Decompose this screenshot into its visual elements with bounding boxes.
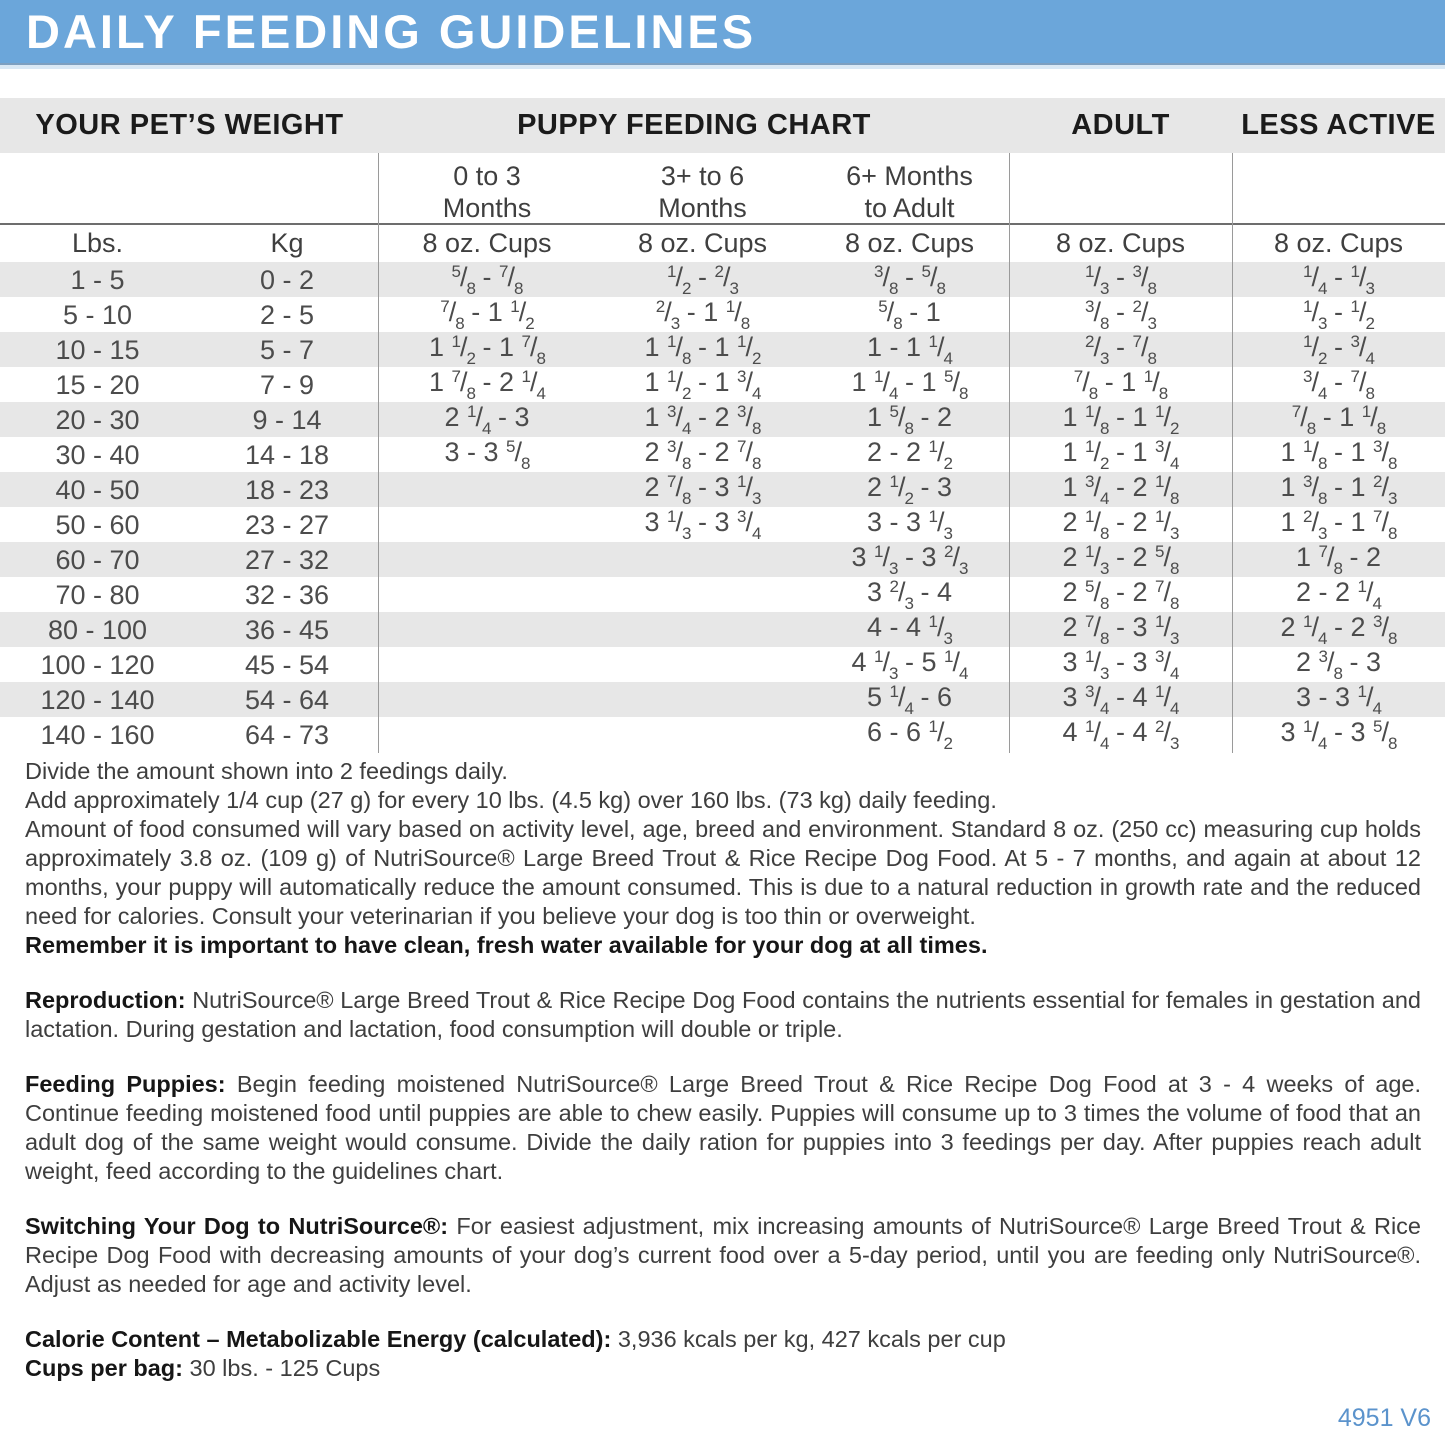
units-cups-less-active: 8 oz. Cups (1273, 228, 1404, 258)
page-title: DAILY FEEDING GUIDELINES (26, 5, 757, 58)
table-cell: 45 - 54 (244, 650, 330, 680)
table-cell: 3 $^1/_3 - 3$ $^2/_3$ (851, 542, 968, 578)
table-row (0, 577, 1445, 612)
table-cell: 1 - 1 $^1/_4$ (867, 332, 952, 368)
table-cell: 2 $^1/_3 - 2$ $^5/_8$ (1062, 542, 1179, 578)
units-kg: Kg (270, 228, 304, 258)
table-row (0, 332, 1445, 367)
col-group-puppy-header: PUPPY FEEDING CHART (517, 109, 871, 141)
table-cell: 64 - 73 (244, 720, 330, 750)
units-cups-adult: 8 oz. Cups (1055, 228, 1186, 258)
table-cell: 1 $^1/_2 - 1$ $^3/_4$ (644, 367, 761, 403)
table-cell: 4 - 4 $^1/_3$ (867, 612, 952, 648)
table-cell: 3 $^1/_3 - 3$ $^3/_4$ (644, 507, 761, 543)
note-reproduction-label: Reproduction: (25, 987, 193, 1013)
table-cell: $^3/_8 - ^2/_3$ (1085, 297, 1156, 333)
table-cell: 1 $^1/_8 - 1$ $^1/_2$ (1062, 402, 1179, 438)
table-row (0, 612, 1445, 647)
col-group-weight-header: YOUR PET’S WEIGHT (35, 109, 344, 141)
table-cell: 80 - 100 (47, 615, 148, 645)
note-reproduction-text: NutriSource® Large Breed Trout & Rice Recipe Dog Food contains the nutrients essential for females in gestation and lactation. During gestation and lactation, food consumption will double or triple. (25, 987, 1421, 1042)
note-switching (25, 1212, 1421, 1299)
table-cell: 3 - 3 $^5/_8$ (444, 437, 530, 473)
table-cell: 15 - 20 (55, 370, 140, 400)
table-cell: $^5/_8 - ^7/_8$ (451, 262, 523, 298)
table-cell: $^1/_3 - ^1/_2$ (1303, 297, 1374, 333)
table-cell: 140 - 160 (40, 720, 155, 750)
table-row (0, 437, 1445, 472)
notes-section (25, 757, 1421, 1383)
table-cell: $^2/_3 - ^7/_8$ (1085, 332, 1156, 368)
table-cell: 50 - 60 (55, 510, 140, 540)
units-lbs: Lbs. (71, 228, 124, 258)
note-cups-per-bag (25, 1354, 1421, 1383)
table-cell: 0 - 2 (259, 265, 315, 295)
table-cell: 2 - 2 $^1/_4$ (1296, 577, 1381, 613)
table-row (0, 472, 1445, 507)
table-cell: $^7/_8 - 1$ $^1/_8$ (1073, 367, 1168, 403)
note-cups-label: Cups per bag: (25, 1355, 190, 1381)
table-cell: 1 $^1/_8 - 1$ $^1/_2$ (644, 332, 761, 368)
table-cell: 2 $^1/_8 - 2$ $^1/_3$ (1062, 507, 1179, 543)
table-cell: 7 - 9 (259, 370, 315, 400)
col-group-adult-header: ADULT (1071, 109, 1170, 141)
table-cell: 1 $^1/_4 - 1$ $^5/_8$ (851, 367, 968, 403)
note-feeding-puppies-text: Begin feeding moistened NutriSource® Large Breed Trout & Rice Recipe Dog Food at 3 - 4 weeks of age. Continue feeding moistened food until puppies are able to chew easily. Puppies will consume up to 3 times the volume of food that an adult dog of the same weight would consume. Divide the daily ration for puppies into 3 feedings per day. After puppies reach adult weight, feed according to the guidelines chart. (25, 1071, 1421, 1184)
table-cell: $^2/_3 - 1$ $^1/_8$ (655, 297, 750, 333)
units-row (0, 225, 1445, 262)
table-cell: $^3/_8 - ^5/_8$ (874, 262, 945, 298)
table-cell: 6 - 6 $^1/_2$ (867, 717, 952, 753)
table-cell: 60 - 70 (55, 545, 140, 575)
table-cell: 5 - 10 (62, 300, 133, 330)
month-subheaders (379, 160, 1009, 224)
table-row (0, 367, 1445, 402)
column-divider-adult-less-active (1232, 153, 1233, 753)
table-cell: 54 - 64 (244, 685, 330, 715)
title-bar (0, 0, 1445, 65)
table-row (0, 542, 1445, 577)
table-cell: 14 - 18 (244, 440, 330, 470)
table-cell: 1 $^1/_2 - 1$ $^3/_4$ (1062, 437, 1179, 473)
table-cell: 1 $^7/_8 - 2$ $^1/_4$ (429, 367, 545, 403)
note-switching-label: Switching Your Dog to NutriSource®: (25, 1213, 457, 1239)
table-cell: 2 - 5 (259, 300, 315, 330)
table-cell: 1 $^1/_2 - 1$ $^7/_8$ (429, 332, 545, 368)
table-cell: 10 - 15 (55, 335, 140, 365)
table-cell: $^7/_8 - 1$ $^1/_8$ (1291, 402, 1386, 438)
table-cell: 27 - 32 (244, 545, 330, 575)
table-cell: 3 $^2/_3 - 4$ (867, 577, 952, 613)
units-cups-6-adult: 8 oz. Cups (844, 228, 975, 258)
table-cell: 1 $^7/_8 - 2$ (1296, 542, 1381, 578)
table-cell: $^7/_8 - 1$ $^1/_2$ (440, 297, 534, 333)
note-calorie-label: Calorie Content – Metabolizable Energy (calculated): (25, 1326, 618, 1352)
table-cell: 2 $^7/_8 - 3$ $^1/_3$ (1062, 612, 1179, 648)
table-row (0, 297, 1445, 332)
table-cell: 2 $^1/_4 - 2$ $^3/_8$ (1280, 612, 1397, 648)
table-body (0, 262, 1445, 752)
table-cell: 23 - 27 (244, 510, 330, 540)
table-row (0, 647, 1445, 682)
table-cell: 1 $^3/_4 - 2$ $^3/_8$ (644, 402, 761, 438)
table-row (0, 507, 1445, 542)
table-cell: 5 - 7 (259, 335, 315, 365)
table-cell: 2 $^3/_8 - 2$ $^7/_8$ (644, 437, 761, 473)
table-cell: 70 - 80 (55, 580, 140, 610)
table-cell: 3 - 3 $^1/_4$ (1296, 682, 1381, 718)
units-cups-0-3: 8 oz. Cups (422, 228, 552, 258)
table-row (0, 402, 1445, 437)
table-cell: 100 - 120 (40, 650, 155, 680)
note-reproduction (25, 986, 1421, 1044)
table-cell: 32 - 36 (244, 580, 330, 610)
table-cell: $^1/_2 - ^3/_4$ (1303, 332, 1374, 368)
note-cups-text: 30 lbs. - 125 Cups (189, 1355, 381, 1381)
table-cell: $^1/_3 - ^3/_8$ (1085, 262, 1156, 298)
table-cell: 36 - 45 (244, 615, 330, 645)
table-cell: 1 $^2/_3 - 1$ $^7/_8$ (1280, 507, 1397, 543)
table-header-band (0, 98, 1445, 153)
table-cell: 1 $^1/_8 - 1$ $^3/_8$ (1280, 437, 1397, 473)
version-code: 4951 V6 (1337, 1404, 1431, 1432)
note-feedings-daily: Divide the amount shown into 2 feedings daily. (25, 758, 508, 784)
note-switching-text: For easiest adjustment, mix increasing amounts of NutriSource® Large Breed Trout & Rice Recipe Dog Food with decreasing amounts of your dog’s current food over a 5-day period, until you are feeding only NutriSource®. Adjust as needed for age and activity level. (25, 1213, 1421, 1297)
table-cell: 4 $^1/_4 - 4$ $^2/_3$ (1062, 717, 1179, 753)
table-cell: 2 $^1/_2 - 3$ (867, 472, 952, 508)
table-cell: 3 $^1/_3 - 3$ $^3/_4$ (1062, 647, 1179, 683)
table-cell: 18 - 23 (244, 475, 330, 505)
table-cell: 5 $^1/_4 - 6$ (867, 682, 952, 718)
table-cell: 1 - 5 (70, 265, 125, 295)
units-cups-3-6: 8 oz. Cups (637, 228, 768, 258)
table-cell: 30 - 40 (55, 440, 140, 470)
table-cell: 3 $^3/_4 - 4$ $^1/_4$ (1062, 682, 1179, 718)
table-cell: 1 $^3/_8 - 1$ $^2/_3$ (1280, 472, 1397, 508)
table-cell: $^1/_2 - ^2/_3$ (667, 262, 738, 298)
note-calorie-text: 3,936 kcals per kg, 427 kcals per cup (617, 1326, 1006, 1352)
table-cell: $^5/_8 - 1$ (878, 297, 941, 333)
note-calorie-content (25, 1325, 1421, 1354)
subheader-3-6-months: 3+ to 6 Months (658, 161, 747, 223)
note-feeding-puppies (25, 1070, 1421, 1186)
table-cell: $^1/_4 - ^1/_3$ (1303, 262, 1374, 298)
table-cell: 2 $^1/_4 - 3$ (444, 402, 530, 438)
col-group-less-active-header: LESS ACTIVE (1241, 109, 1436, 141)
table-cell: 40 - 50 (55, 475, 140, 505)
table-cell: 120 - 140 (40, 685, 155, 715)
table-cell: 20 - 30 (55, 405, 140, 435)
table-cell: 1 $^3/_4 - 2$ $^1/_8$ (1062, 472, 1179, 508)
table-cell: $^3/_4 - ^7/_8$ (1303, 367, 1374, 403)
note-consumption: Amount of food consumed will vary based on activity level, age, breed and environment. Standard 8 oz. (250 cc) measuring cup holds approximately 3.8 oz. (109 g) of NutriSource® Large Breed Trout & Rice Recipe Dog Food. At 5 - 7 months, and again at about 12 months, your puppy will automatically reduce the amount consumed. This is due to a natural reduction in growth rate and the reduced need for calories. Consult your veterinarian if you believe your dog is too thin or overweight. (25, 816, 1421, 929)
table-row (0, 262, 1445, 297)
table-cell: 2 $^7/_8 - 3$ $^1/_3$ (644, 472, 761, 508)
table-cell: 1 $^5/_8 - 2$ (867, 402, 952, 438)
table-cell: 4 $^1/_3 - 5$ $^1/_4$ (851, 647, 968, 683)
column-divider-puppy-adult (1009, 153, 1010, 753)
note-add-cup: Add approximately 1/4 cup (27 g) for every 10 lbs. (4.5 kg) over 160 lbs. (73 kg) daily feeding. (25, 787, 997, 813)
table-cell: 2 - 2 $^1/_2$ (867, 437, 952, 473)
subheader-0-3-months: 0 to 3 Months (442, 161, 532, 223)
column-divider-weight-puppy (378, 153, 379, 753)
table-cell: 2 $^5/_8 - 2$ $^7/_8$ (1062, 577, 1179, 613)
table-cell: 2 $^3/_8 - 3$ (1296, 647, 1381, 683)
table-cell: 9 - 14 (252, 405, 322, 435)
subheader-6-months-adult: 6+ Months to Adult (846, 161, 973, 223)
table-cell: 3 $^1/_4 - 3$ $^5/_8$ (1280, 717, 1397, 753)
note-feeding-puppies-label: Feeding Puppies: (25, 1071, 237, 1097)
table-row (0, 717, 1445, 752)
table-cell: 3 - 3 $^1/_3$ (867, 507, 952, 543)
table-row (0, 682, 1445, 717)
note-fresh-water: Remember it is important to have clean, fresh water available for your dog at all times. (25, 932, 988, 958)
